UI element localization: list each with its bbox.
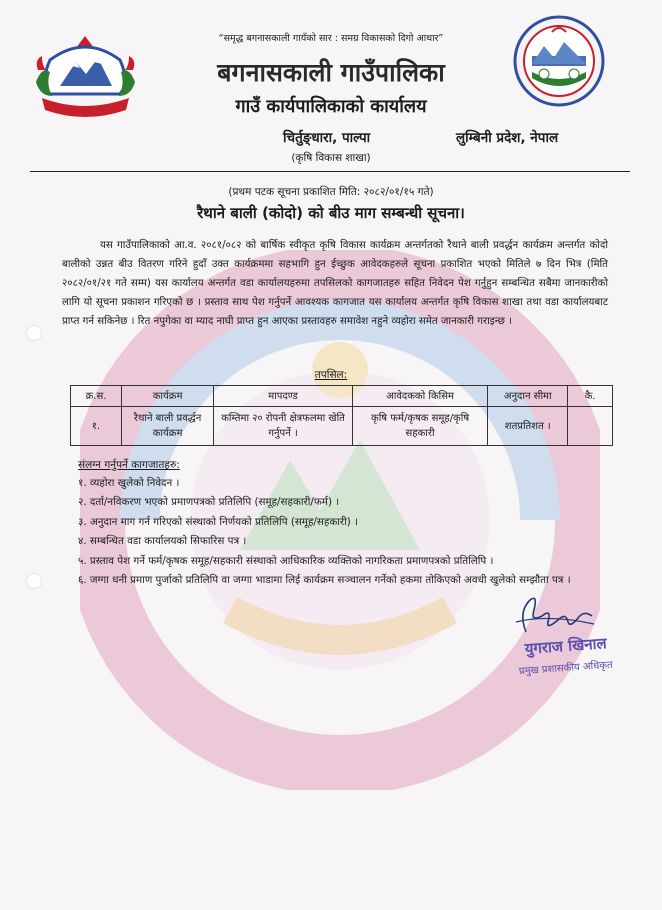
table-cell: रैथाने बाली प्रवर्द्धन कार्यक्रम xyxy=(122,407,214,446)
column-header: आवेदकको किसिम xyxy=(352,386,487,407)
table-cell xyxy=(568,407,613,446)
column-header: क्र.स. xyxy=(71,386,122,407)
requirements-table xyxy=(70,385,613,446)
notice-body: यस गाउँपालिकाको आ.व. २०८१/०८२ को बार्षिक स्वीकृत कृषि विकास कार्यक्रम अन्तर्गतको रैथाने बाली प्रवर्द्धन कार्यक्रम अन्तर्गत कोदो बालीको उन्नत बीउ वितरण गरिने हुदाँ उक्त कार्यक्रममा सहभागि हुन ईच्छुक आवेदकहरुले सूचना प्रकाशित भएको मितिले ७ दिन भित्र (मिति २०८२/०१/२१ गते सम्म) यस कार्यालय अन्तर्गत वडा कार्यालयहरुमा तपसिलको कागजातहरु सहित निवेदन पेश गर्नुहुन सम्बन्धित सबैमा जानकारीको लागि यो सूचना प्रकाशन गरिएको छ । प्रस्ताव साथ पेश गर्नुपर्ने आवश्यक कागजात यस कार्यालय अन्तर्गत कृषि विकास शाखा तथा वडा कार्यालयबाट प्राप्त गर्न सकिनेछ । रित नपुगेका वा म्याद नाघी प्राप्त हुन आएका प्रस्तावहरु समावेश नहुने व्यहोरा समेत जानकारी गराइन्छ । xyxy=(62,240,608,327)
table-caption: तपसिल: xyxy=(314,369,348,381)
table-header-row xyxy=(71,386,613,407)
motto: “समृद्ध बगनासकाली गायँको सार : समग्र विकासको दिगो आधार” xyxy=(218,33,444,44)
column-header: मापदण्ड xyxy=(214,386,353,407)
office-location: चिर्तुङ्धारा, पाल्पा xyxy=(283,130,371,146)
table-row xyxy=(71,407,613,446)
header-divider xyxy=(30,171,630,172)
column-header: अनुदान सीमा xyxy=(488,386,568,407)
table-cell: शतप्रतिशत । xyxy=(488,407,568,446)
list-item: १. व्यहोरा खुलेको निवेदन । xyxy=(78,477,180,489)
punch-hole xyxy=(26,573,42,589)
attachments-heading: संलग्न गर्नुपर्ने कागजातहरु: xyxy=(78,459,180,471)
notice-heading: रैथाने बाली (कोदो) को बीउ माग सम्बन्धी सूचना। xyxy=(197,204,465,222)
officer-stamp xyxy=(500,627,632,689)
table-cell: १. xyxy=(71,407,122,446)
punch-hole xyxy=(26,325,42,341)
column-header: कै. xyxy=(568,386,613,407)
table-cell: कृषि फर्म/कृषक समूह/कृषि सहकारी xyxy=(352,407,487,446)
office-name: गाउँ कार्यपालिकाको कार्यालय xyxy=(235,96,427,117)
list-item: ३. अनुदान माग गर्न गरिएको संस्थाको निर्णयको प्रतिलिपि (समूह/सहकारी) । xyxy=(78,515,358,528)
publication-date: (प्रथम पटक सूचना प्रकाशित मिति: २०८२/०१/१५ गते) xyxy=(228,186,434,198)
attachments-list xyxy=(78,474,598,589)
list-item: ५. प्रस्ताव पेश गर्ने फर्म/कृषक समूह/सहकारी संस्थाको आधिकारिक व्यक्तिको नागरिकता प्रमाणपत्रको प्रतिलिपि । xyxy=(78,554,494,567)
list-item: ४. सम्बन्धित वडा कार्यालयको सिफारिस पत्र । xyxy=(78,535,247,548)
stamp-name: युगराज खिनाल xyxy=(524,634,608,658)
province: लुम्बिनी प्रदेश, नेपाल xyxy=(456,130,559,146)
column-header: कार्यक्रम xyxy=(122,386,214,407)
stamp-designation: प्रमुख प्रशासकीय अधिकृत xyxy=(518,659,614,678)
list-item: ६. जग्गा धनी प्रमाण पुर्जाको प्रतिलिपि वा जग्गा भाडामा लिई कार्यक्रम सञ्चालन गर्नेको हकमा तोकिएको अवधी खुलेको सम्झौता पत्र । xyxy=(78,574,571,587)
table-cell: कम्तिमा २० रोपनी क्षेत्रफलमा खेति गर्नुपर्ने । xyxy=(214,407,353,446)
municipality-name: बगनासकाली गाउँपालिका xyxy=(217,58,445,87)
list-item: २. दर्ता/नविकरण भएको प्रमाणपत्रको प्रतिलिपि (समूह/सहकारी/फर्म) । xyxy=(78,496,340,509)
section-name: (कृषि विकास शाखा) xyxy=(291,152,371,164)
